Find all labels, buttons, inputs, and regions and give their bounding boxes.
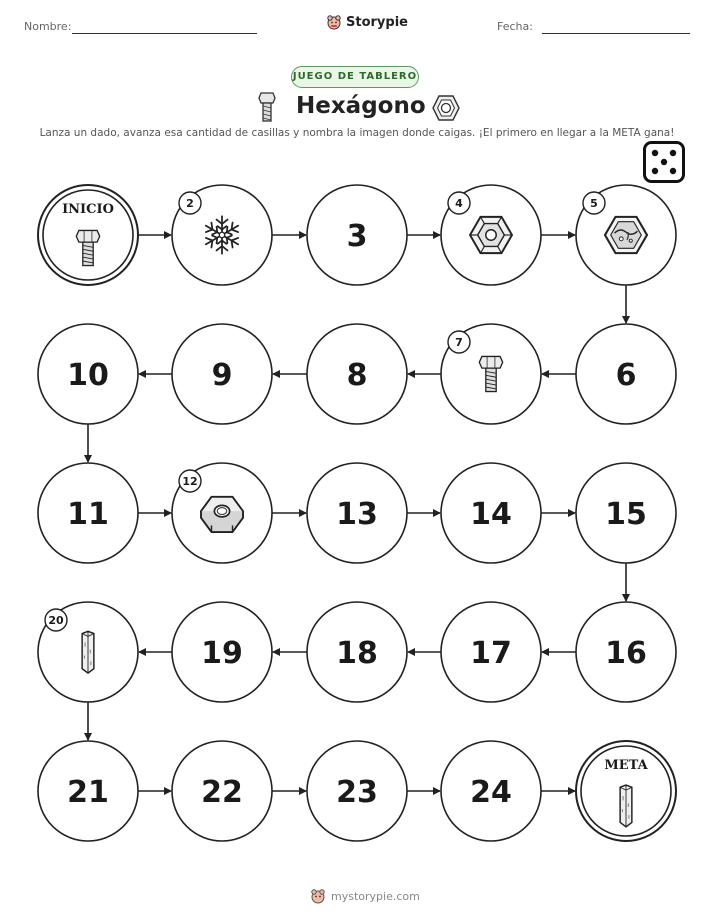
- space-number: 9: [211, 358, 233, 393]
- board-space[interactable]: [441, 741, 541, 841]
- storypie-mascot-icon: [310, 888, 326, 904]
- honeycomb-icon: [605, 217, 647, 253]
- board-space[interactable]: [307, 602, 407, 702]
- space-number: 19: [201, 636, 243, 671]
- space-number: 13: [336, 497, 378, 532]
- board-space[interactable]: [307, 463, 407, 563]
- space-number: 6: [615, 358, 637, 393]
- space-number: 24: [470, 775, 512, 810]
- date-label: Fecha:: [497, 20, 533, 33]
- board-space[interactable]: [38, 741, 138, 841]
- board-space[interactable]: [38, 602, 138, 702]
- board-space[interactable]: [307, 324, 407, 424]
- board-space[interactable]: [38, 324, 138, 424]
- board-space[interactable]: [307, 741, 407, 841]
- brand-name: Storypie: [346, 14, 408, 30]
- board-space[interactable]: [38, 463, 138, 563]
- space-number: 21: [67, 775, 109, 810]
- game-type-badge: JUEGO DE TABLERO: [291, 66, 419, 88]
- board-cells: [38, 185, 676, 841]
- board-space[interactable]: [441, 324, 541, 424]
- space-number: 18: [336, 636, 378, 671]
- board-space[interactable]: [172, 463, 272, 563]
- board-space[interactable]: [307, 185, 407, 285]
- space-number: 5: [590, 197, 598, 210]
- space-number: 20: [48, 614, 64, 627]
- space-number: 8: [346, 358, 368, 393]
- instructions: Lanza un dado, avanza esa cantidad de casillas y nombra la imagen donde caigas. ¡El primero en llegar a la META gana!: [39, 127, 675, 139]
- start-label: INICIO: [62, 202, 114, 217]
- hex-crystal-icon: [620, 785, 632, 827]
- finish-space[interactable]: [576, 741, 676, 841]
- space-number: 11: [67, 497, 109, 532]
- board-space[interactable]: [172, 324, 272, 424]
- space-number: 15: [605, 497, 647, 532]
- name-label: Nombre:: [24, 20, 72, 33]
- space-number: 10: [67, 358, 109, 393]
- space-number: 16: [605, 636, 647, 671]
- space-number: 7: [455, 336, 463, 349]
- space-number: 23: [336, 775, 378, 810]
- board-space[interactable]: [172, 741, 272, 841]
- space-number: 14: [470, 497, 512, 532]
- space-number: 17: [470, 636, 512, 671]
- space-number: 12: [182, 475, 198, 488]
- start-space[interactable]: [38, 185, 138, 285]
- board-space[interactable]: [576, 185, 676, 285]
- board-space[interactable]: [441, 602, 541, 702]
- space-number: 4: [455, 197, 463, 210]
- space-number: 3: [346, 219, 368, 254]
- hex-nut-icon: [201, 497, 243, 532]
- board-space[interactable]: [576, 324, 676, 424]
- hex-socket-icon: [470, 217, 512, 253]
- board-space[interactable]: [172, 602, 272, 702]
- board-space[interactable]: [441, 185, 541, 285]
- board-space[interactable]: [576, 602, 676, 702]
- footer: [310, 888, 420, 904]
- board-space[interactable]: [441, 463, 541, 563]
- footer-site[interactable]: mystorypie.com: [331, 889, 420, 903]
- space-number: 22: [201, 775, 243, 810]
- board-space[interactable]: [576, 463, 676, 563]
- finish-label: META: [604, 758, 648, 773]
- board-space[interactable]: [172, 185, 272, 285]
- hex-crystal-icon: [82, 631, 94, 673]
- page-title: Hexágono: [296, 93, 426, 119]
- space-number: 2: [186, 197, 194, 210]
